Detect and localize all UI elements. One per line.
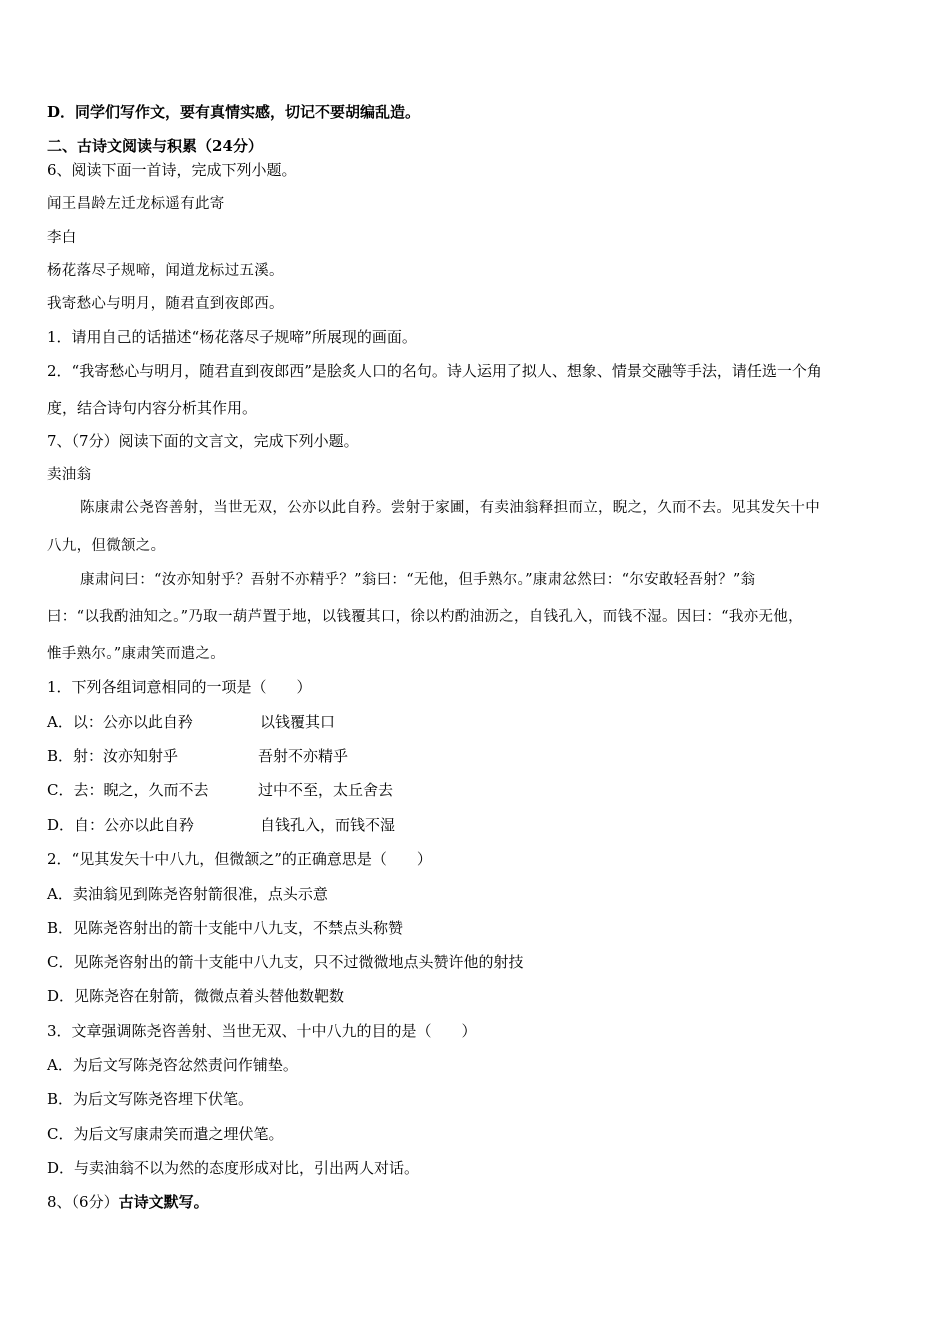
q7-sub3-option-b: B．为后文写陈尧咨埋下伏笔。 xyxy=(47,1090,254,1108)
option-d-line: D．同学们写作文，要有真情实感，切记不要胡编乱造。 xyxy=(47,103,421,121)
q7-sub3-option-c: C．为后文写康肃笑而遣之埋伏笔。 xyxy=(47,1125,284,1143)
q7-sub2-option-b: B．见陈尧咨射出的箭十支能中八九支，不禁点头称赞 xyxy=(47,919,404,937)
section-title: 二、古诗文阅读与积累（24分） xyxy=(47,137,263,155)
q6-sub2-line2: 度，结合诗句内容分析其作用。 xyxy=(47,399,258,417)
q7-sub1-option-d: D．自：公亦以此自矜 xyxy=(47,816,195,834)
poem-line-2: 我寄愁心与明月，随君直到夜郎西。 xyxy=(47,296,284,312)
q6-sub1: 1．请用自己的话描述“杨花落尽子规啼”所展现的画面。 xyxy=(47,328,417,346)
q7-sub1-stem: 1．下列各组词意相同的一项是（ ） xyxy=(47,678,312,696)
passage-title: 卖油翁 xyxy=(47,467,92,483)
q7-sub3-option-a: A．为后文写陈尧咨忿然责问作铺垫。 xyxy=(47,1056,298,1074)
q6-stem: 6、阅读下面一首诗，完成下列小题。 xyxy=(47,161,297,179)
q7-sub2-option-a: A．卖油翁见到陈尧咨射箭很准，点头示意 xyxy=(47,885,328,903)
passage-p1-line2: 八九，但微颔之。 xyxy=(47,538,166,554)
q8-prefix: 8、（6分） xyxy=(47,1193,119,1211)
q7-stem: 7、（7分）阅读下面的文言文，完成下列小题。 xyxy=(47,432,359,450)
q7-sub1-option-b-second: 吾射不亦精乎 xyxy=(258,747,349,765)
passage-p2-line1: 康肃问曰：“汝亦知射乎？吾射不亦精乎？”翁曰：“无他，但手熟尔。”康肃忿然曰：“尔安敢轻吾射？”翁 xyxy=(80,572,756,588)
passage-p2-line2: 曰：“以我酌油知之。”乃取一葫芦置于地，以钱覆其口，徐以杓酌油沥之，自钱孔入，而钱不湿。因曰：“我亦无他， xyxy=(47,609,803,625)
q7-sub2-option-c: C．见陈尧咨射出的箭十支能中八九支，只不过微微地点头赞许他的射技 xyxy=(47,953,524,971)
q7-sub2-option-d: D．见陈尧咨在射箭，微微点着头替他数靶数 xyxy=(47,987,345,1005)
q7-sub1-option-c: C．去：睨之，久而不去 xyxy=(47,781,209,799)
q7-sub1-option-b: B．射：汝亦知射乎 xyxy=(47,747,179,765)
q7-sub1-option-a: A．以：公亦以此自矜 xyxy=(47,713,193,731)
q7-sub1-option-c-second: 过中不至，太丘舍去 xyxy=(258,781,394,799)
passage-p1-line1: 陈康肃公尧咨善射，当世无双，公亦以此自矜。尝射于家圃，有卖油翁释担而立，睨之，久而不去。见其发矢十中 xyxy=(80,500,820,516)
passage-p2-line3: 惟手熟尔。”康肃笑而遣之。 xyxy=(47,646,226,662)
q7-sub3-option-d: D．与卖油翁不以为然的态度形成对比，引出两人对话。 xyxy=(47,1159,420,1177)
q8-title: 古诗文默写。 xyxy=(118,1193,209,1211)
q8-stem xyxy=(47,1192,209,1212)
q7-sub1-option-d-second: 自钱孔入，而钱不湿 xyxy=(260,816,396,834)
q6-sub2-line1: 2．“我寄愁心与明月，随君直到夜郎西”是脍炙人口的名句。诗人运用了拟人、想象、情景交融等手法，请任选一个角 xyxy=(47,362,822,380)
q7-sub3-stem: 3．文章强调陈尧咨善射、当世无双、十中八九的目的是（ ） xyxy=(47,1022,477,1040)
poem-title: 闻王昌龄左迁龙标遥有此寄 xyxy=(47,196,225,212)
poem-line-1: 杨花落尽子规啼，闻道龙标过五溪。 xyxy=(47,263,284,279)
poem-author: 李白 xyxy=(47,230,77,246)
q7-sub1-option-a-second: 以钱覆其口 xyxy=(260,713,336,731)
q7-sub2-stem: 2．“见其发矢十中八九，但微颔之”的正确意思是（ ） xyxy=(47,850,432,868)
